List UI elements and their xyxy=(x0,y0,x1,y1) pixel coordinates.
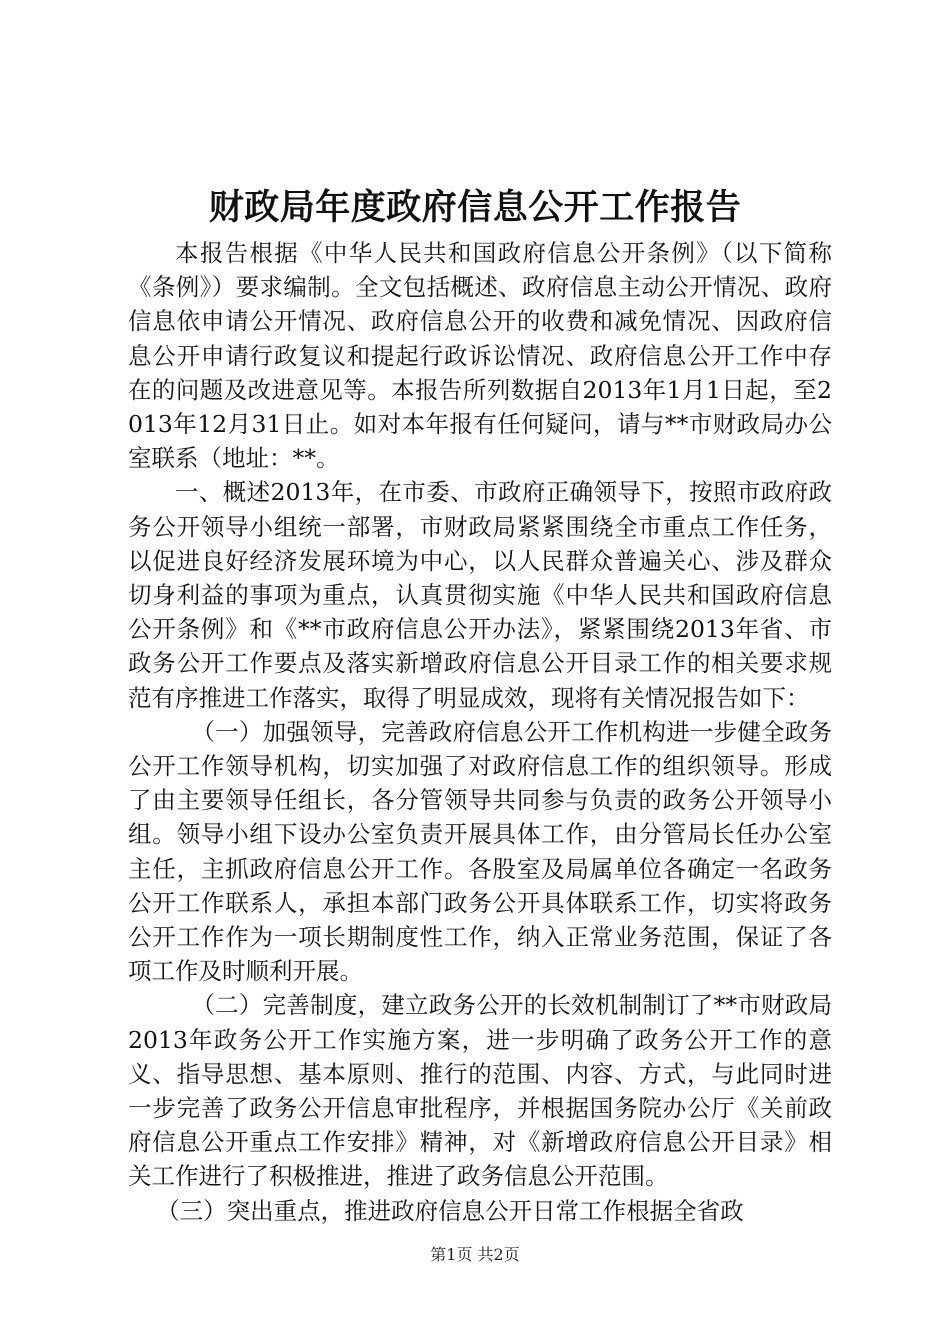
paragraph-focus: （三）突出重点，推进政府信息公开日常工作根据全省政 xyxy=(156,1196,744,1225)
page-number-footer: 第1页 共2页 xyxy=(430,1245,520,1264)
document-body xyxy=(128,236,832,1228)
paragraph-intro: 本报告根据《中华人民共和国政府信息公开条例》（以下简称《条例》）要求编制。全文包括概述、政府信息主动公开情况、政府信息依申请公开情况、政府信息公开的收费和减免情况、因政府信息公开申请行政复议和提起行政诉讼情况、政府信息公开工作中存在的问题及改进意见等。本报告所列数据自2013年1月1日起，至2013年12月31日止。如对本年报有任何疑问，请与**市财政局办公室联系（地址：**。 xyxy=(128,239,832,473)
paragraph-leadership: （一）加强领导，完善政府信息公开工作机构进一步健全政务公开工作领导机构，切实加强了对政府信息工作的组织领导。形成了由主要领导任组长，各分管领导共同参与负责的政务公开领导小组。领导小组下设办公室负责开展具体工作，由分管局长任办公室主任，主抓政府信息公开工作。各股室及局属单位各确定一名政务公开工作联系人，承担本部门政务公开具体联系工作，切实将政务公开工作作为一项长期制度性工作，纳入正常业务范围，保证了各项工作及时顺利开展。 xyxy=(128,717,832,986)
paragraph-system: （二）完善制度，建立政务公开的长效机制制订了**市财政局2013年政务公开工作实施方案，进一步明确了政务公开工作的意义、指导思想、基本原则、推行的范围、内容、方式，与此同时进一步完善了政务公开信息审批程序，并根据国务院办公厅《关前政府信息公开重点工作安排》精神，对《新增政府信息公开目录》相关工作进行了积极推进，推进了政务信息公开范围。 xyxy=(128,991,832,1191)
paragraph-overview: 一、概述2013年，在市委、市政府正确领导下，按照市政府政务公开领导小组统一部署，市财政局紧紧围绕全市重点工作任务，以促进良好经济发展环境为中心，以人民群众普遍关心、涉及群众切身利益的事项为重点，认真贯彻实施《中华人民共和国政府信息公开条例》和《**市政府信息公开办法》，紧紧围绕2013年省、市政务公开工作要点及落实新增政府信息公开目录工作的相关要求规范有序推进工作落实，取得了明显成效，现将有关情况报告如下： xyxy=(128,478,832,712)
document-title: 财政局年度政府信息公开工作报告 xyxy=(208,187,742,228)
